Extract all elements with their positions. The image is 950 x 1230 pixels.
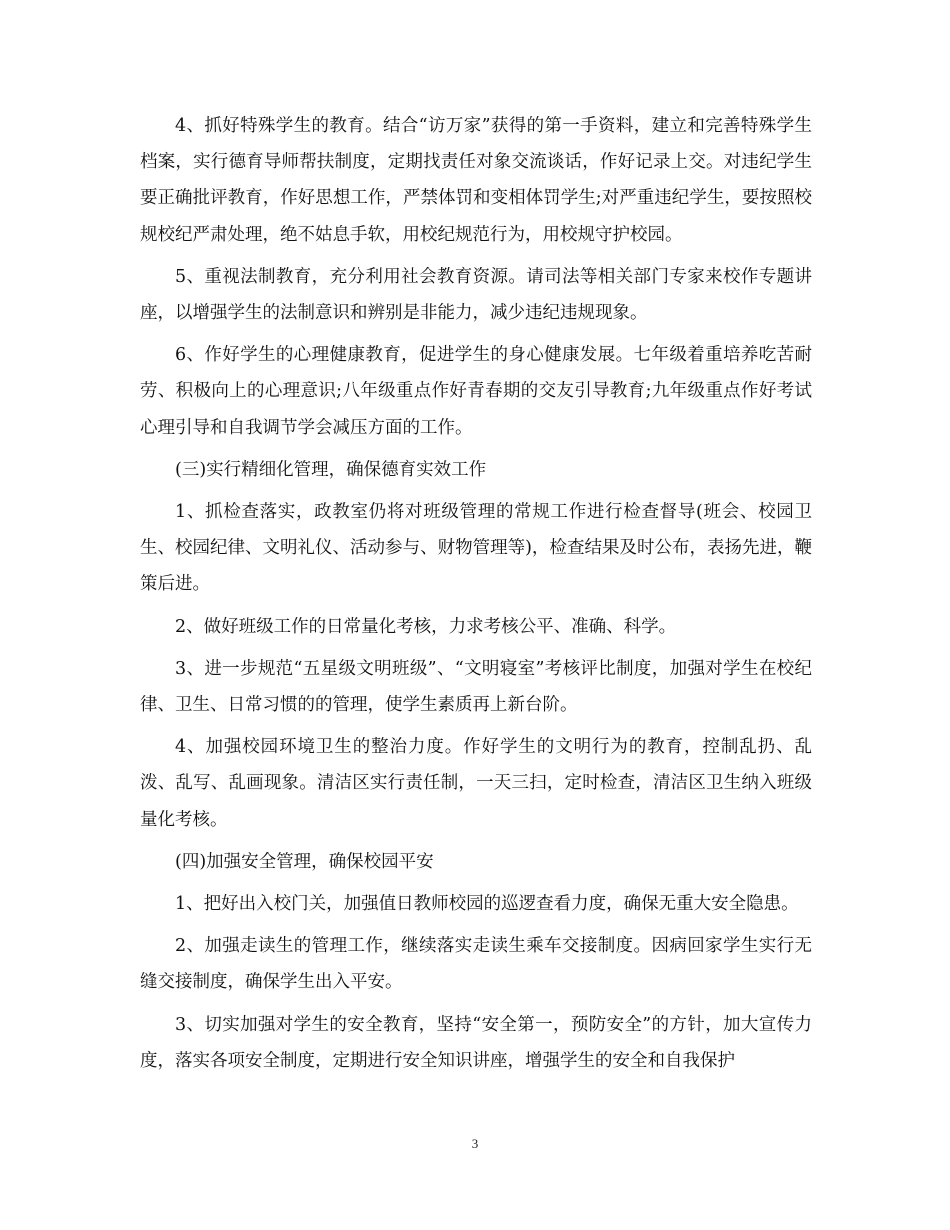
paragraph: 2、做好班级工作的日常量化考核，力求考核公平、准确、科学。 <box>175 616 677 637</box>
document-body <box>140 108 812 1085</box>
paragraph: 6、作好学生的心理健康教育，促进学生的身心健康发展。七年级着重培养吃苦耐劳、积极向上的心理意识;八年级重点作好青春期的交友引导教育;九年级重点作好考试心理引导和自我调节学会减压方面的工作。 <box>140 345 812 438</box>
paragraph: 1、把好出入校门关，加强值日教师校园的巡逻查看力度，确保无重大安全隐患。 <box>175 894 799 915</box>
section-heading: (四)加强安全管理，确保校园平安 <box>175 851 434 872</box>
paragraph: 4、加强校园环境卫生的整治力度。作好学生的文明行为的教育，控制乱扔、乱泼、乱写、乱画现象。清洁区实行责任制，一天三扫，定时检查，清洁区卫生纳入班级量化考核。 <box>140 737 812 830</box>
page-number: 3 <box>471 1136 479 1151</box>
paragraph: 3、进一步规范“五星级文明班级”、“文明寝室”考核评比制度，加强对学生在校纪律、卫生、日常习惯的的管理，使学生素质再上新台阶。 <box>140 658 812 716</box>
paragraph: 4、抓好特殊学生的教育。结合“访万家”获得的第一手资料，建立和完善特殊学生档案，实行德育导师帮扶制度，定期找责任对象交流谈话，作好记录上交。对违纪学生要正确批评教育，作好思想工作，严禁体罚和变相体罚学生;对严重违纪学生，要按照校规校纪严肃处理，绝不姑息手软，用校纪规范行为，用校规守护校园。 <box>140 116 812 245</box>
paragraph: 5、重视法制教育，充分利用社会教育资源。请司法等相关部门专家来校作专题讲座，以增强学生的法制意识和辨别是非能力，减少违纪违规现象。 <box>140 266 812 324</box>
section-heading: (三)实行精细化管理，确保德育实效工作 <box>175 459 487 480</box>
paragraph: 1、抓检查落实，政教室仍将对班级管理的常规工作进行检查督导(班会、校园卫生、校园纪律、文明礼仪、活动参与、财物管理等)，检查结果及时公布，表扬先进，鞭策后进。 <box>140 502 812 595</box>
paragraph: 2、加强走读生的管理工作，继续落实走读生乘车交接制度。因病回家学生实行无缝交接制度，确保学生出入平安。 <box>140 936 812 993</box>
paragraph: 3、切实加强对学生的安全教育，坚持“安全第一，预防安全”的方针，加大宣传力度，落实各项安全制度，定期进行安全知识讲座，增强学生的安全和自我保护 <box>140 1014 812 1071</box>
